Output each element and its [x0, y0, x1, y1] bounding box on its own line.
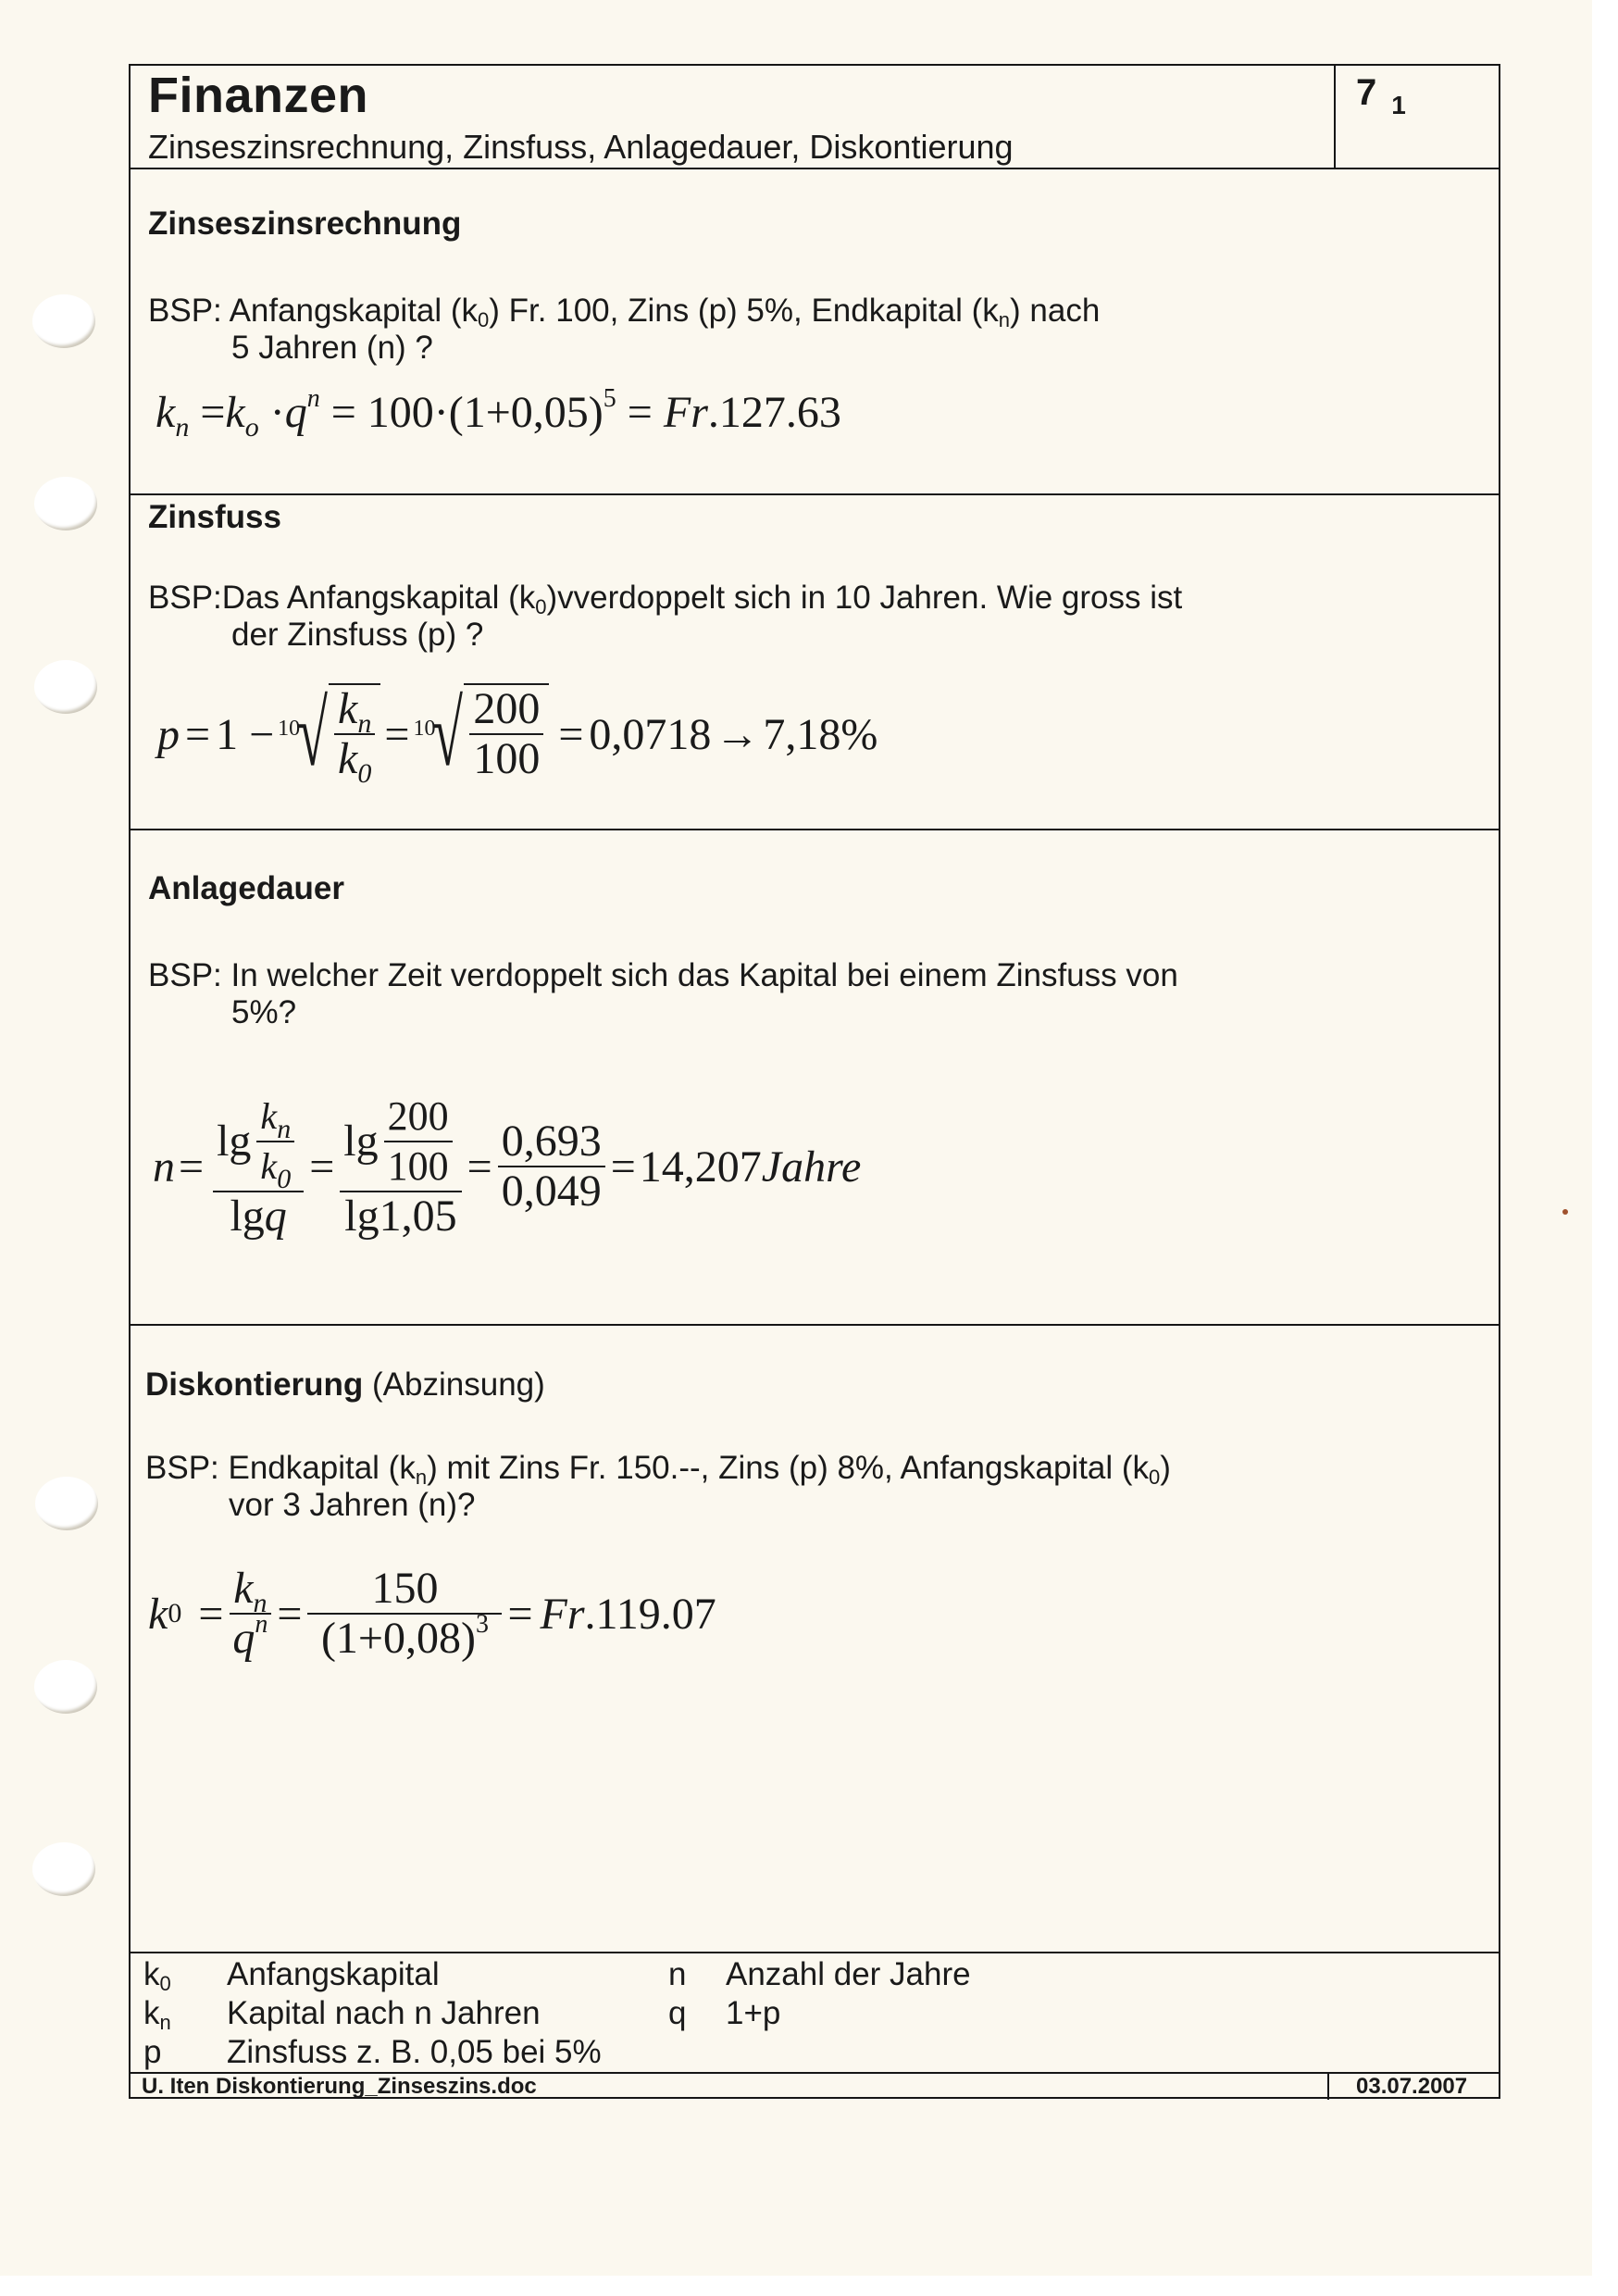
page-number-divider [1334, 64, 1336, 168]
equals: = [507, 1589, 533, 1639]
log-function: lg [343, 1117, 379, 1166]
question-text: )vverdoppelt sich in 10 Jahren. Wie gross ist [546, 580, 1183, 616]
root-index: 10 [413, 716, 436, 741]
equals: = [467, 1142, 492, 1192]
section-heading-diskontierung [145, 1366, 545, 1404]
punch-hole [34, 1660, 97, 1714]
section-heading-zinsfuss: Zinsfuss [148, 499, 281, 535]
legend-symbol: q [668, 1995, 687, 2031]
legend-text: Anfangskapital [227, 1956, 440, 1992]
question-text: ) [1160, 1450, 1171, 1486]
legend-symbol: n [668, 1956, 687, 1992]
question-text: Anfangskapital (k [229, 293, 479, 329]
currency: Fr [663, 388, 708, 437]
subscript: 0 [478, 308, 490, 331]
result-percent: 7,18% [763, 709, 878, 759]
currency: Fr [540, 1589, 585, 1639]
formula-duration [153, 1092, 861, 1241]
legend-symbol-sub: 0 [159, 1972, 171, 1995]
heading-text: Diskontierung [145, 1366, 364, 1403]
legend-left [143, 1955, 602, 2072]
equals: = [558, 709, 584, 759]
sub-n: n [175, 412, 190, 443]
sub-0: 0 [357, 758, 372, 789]
date-cell-divider [1327, 2072, 1329, 2100]
var-n: n [153, 1142, 175, 1192]
nth-root [278, 682, 380, 789]
equals: = [309, 1142, 335, 1192]
punch-hole [32, 1842, 95, 1896]
fraction [256, 1092, 294, 1194]
sub-n: n [357, 708, 372, 739]
equals: = [185, 709, 211, 759]
question-text-line2: vor 3 Jahren (n)? [229, 1487, 476, 1523]
section-heading-anlagedauer: Anlagedauer [148, 870, 344, 906]
fraction [213, 1092, 304, 1241]
question-text-line2: der Zinsfuss (p) ? [231, 617, 484, 653]
legend-text: Zinsfuss z. B. 0,05 bei 5% [227, 2034, 602, 2070]
page-subtitle: Zinseszinsrechnung, Zinsfuss, Anlagedauer, Diskontierung [148, 128, 1014, 166]
exponent: 3 [475, 1610, 489, 1639]
fraction [469, 685, 543, 783]
legend-row [143, 1955, 602, 1994]
var-p: p [157, 709, 180, 759]
dot: · [269, 388, 285, 437]
example-prefix: BSP: [148, 293, 222, 329]
denominator: (1+0,08) [320, 1614, 476, 1663]
punch-hole [34, 477, 97, 530]
heading-extra: (Abzinsung) [372, 1366, 545, 1403]
var-k: k [260, 1095, 278, 1137]
fraction [307, 1565, 502, 1663]
result-value: 0,0718 [589, 709, 712, 759]
sup-n: n [255, 1610, 268, 1639]
example-question [148, 957, 1178, 1031]
radical-sign-icon: √ [297, 682, 329, 785]
formula-compound-interest [156, 384, 841, 443]
legend-symbol-sub: n [159, 2011, 171, 2034]
question-text: Das Anfangskapital (k [221, 580, 536, 616]
var-k: k [233, 1564, 254, 1613]
sub-o: o [244, 412, 259, 443]
question-text: Endkapital (k [228, 1450, 416, 1486]
var-k: k [156, 388, 176, 437]
question-text: ) nach [1010, 293, 1101, 329]
formula-discounting: k 0 = $\frac{k_n}{q^n}$ = $\frac{150}{(1+0,08)^3}$ = Fr .119.07 [148, 1564, 716, 1663]
denominator: 0,049 [501, 1167, 602, 1216]
question-text-line2: 5 Jahren (n) ? [231, 330, 433, 366]
fraction [334, 684, 375, 789]
radical-sign-icon: √ [432, 682, 464, 785]
punch-hole [34, 660, 97, 714]
radicand [329, 683, 380, 789]
expression: 100·(1+0,05) [367, 388, 604, 437]
arrow-right-icon: → [715, 709, 760, 759]
sub-0: 0 [277, 1164, 292, 1194]
example-prefix: BSP: [148, 580, 222, 616]
var-k: k [260, 1145, 278, 1187]
numerator: 0,693 [498, 1117, 605, 1167]
denominator: lg1,05 [344, 1192, 457, 1241]
equals: = [200, 388, 226, 437]
legend-symbol: p [143, 2034, 162, 2070]
fraction [498, 1117, 605, 1216]
legend-text: Kapital nach n Jahren [227, 1995, 541, 2031]
var-k: k [338, 684, 358, 733]
page-title: Finanzen [148, 68, 369, 123]
nth-root [413, 682, 549, 785]
exponent: 5 [603, 384, 616, 413]
legend-row [668, 1994, 971, 2033]
fraction [229, 1565, 271, 1663]
result-value: .127.63 [707, 388, 841, 437]
legend-symbol: k [143, 1995, 160, 2031]
punch-hole [32, 294, 95, 348]
example-question [148, 580, 1182, 654]
result-value: .119.07 [584, 1589, 716, 1639]
result-unit: Jahre [761, 1142, 862, 1192]
var-q: q [232, 1614, 255, 1663]
question-text: ) mit Zins Fr. 150.--, Zins (p) 8%, Anfangskapital (k [427, 1450, 1150, 1486]
paper-speck [1562, 1209, 1568, 1215]
numerator: 200 [469, 685, 543, 735]
sup-n: n [306, 384, 320, 413]
equals: = [179, 1142, 205, 1192]
var-k: k [338, 734, 358, 783]
root-index: 10 [278, 716, 301, 741]
formula-interest-rate [157, 682, 878, 789]
section-heading-zinseszinsrechnung: Zinseszinsrechnung [148, 206, 462, 242]
fraction [384, 1092, 453, 1191]
radicand [464, 683, 549, 783]
example-question [145, 1450, 1171, 1524]
footer-author-file: U. Iten Diskontierung_Zinseszins.doc [142, 2074, 537, 2099]
var-k: k [225, 388, 245, 437]
section-divider [129, 1324, 1500, 1326]
example-prefix: BSP: [145, 1450, 219, 1486]
result-value: 14,207 [639, 1142, 762, 1192]
legend-text: 1+p [726, 1995, 781, 2031]
section-divider [129, 493, 1500, 495]
equals: = [330, 388, 356, 437]
subscript: 0 [1149, 1466, 1161, 1489]
numerator: 200 [384, 1092, 453, 1142]
subscript: n [415, 1466, 428, 1489]
var-q: q [284, 388, 307, 437]
example-question [148, 293, 1100, 367]
log-function: lg [217, 1117, 252, 1166]
fraction [340, 1092, 461, 1241]
punch-hole [35, 1477, 98, 1530]
legend-text: Anzahl der Jahre [726, 1956, 971, 1992]
numerator: 150 [307, 1565, 502, 1615]
footer-date: 03.07.2007 [1356, 2074, 1468, 2099]
legend-row [668, 1955, 971, 1994]
subscript: n [998, 308, 1011, 331]
subscript: 0 [535, 595, 547, 618]
chapter-number: 7 [1356, 72, 1377, 113]
question-text-line2: 5%? [231, 994, 297, 1030]
legend-right [668, 1955, 971, 2033]
legend-symbol: k [143, 1956, 160, 1992]
equals: = [198, 1589, 224, 1639]
question-text: ) Fr. 100, Zins (p) 5%, Endkapital (k [489, 293, 999, 329]
equals: = [384, 709, 410, 759]
sub-n: n [253, 1588, 268, 1618]
legend-row [143, 2033, 602, 2072]
page-sub-number: 1 [1391, 91, 1406, 119]
var-k: k [148, 1589, 168, 1639]
equals: = [277, 1589, 303, 1639]
log-function: lg [230, 1192, 265, 1241]
header-divider [129, 168, 1500, 169]
one-minus: 1 − [216, 709, 275, 759]
legend-divider [129, 1952, 1500, 1953]
var-q: q [264, 1192, 287, 1241]
example-prefix: BSP: [148, 957, 222, 993]
equals: = [627, 388, 653, 437]
page-number [1356, 72, 1406, 119]
denominator: 100 [473, 734, 541, 783]
sub-n: n [277, 1114, 292, 1144]
question-text: In welcher Zeit verdoppelt sich das Kapital bei einem Zinsfuss von [230, 957, 1178, 993]
equals: = [610, 1142, 636, 1192]
section-divider [129, 829, 1500, 830]
document-frame [129, 64, 1500, 2099]
legend-row [143, 1994, 602, 2033]
denominator: 100 [387, 1143, 449, 1189]
